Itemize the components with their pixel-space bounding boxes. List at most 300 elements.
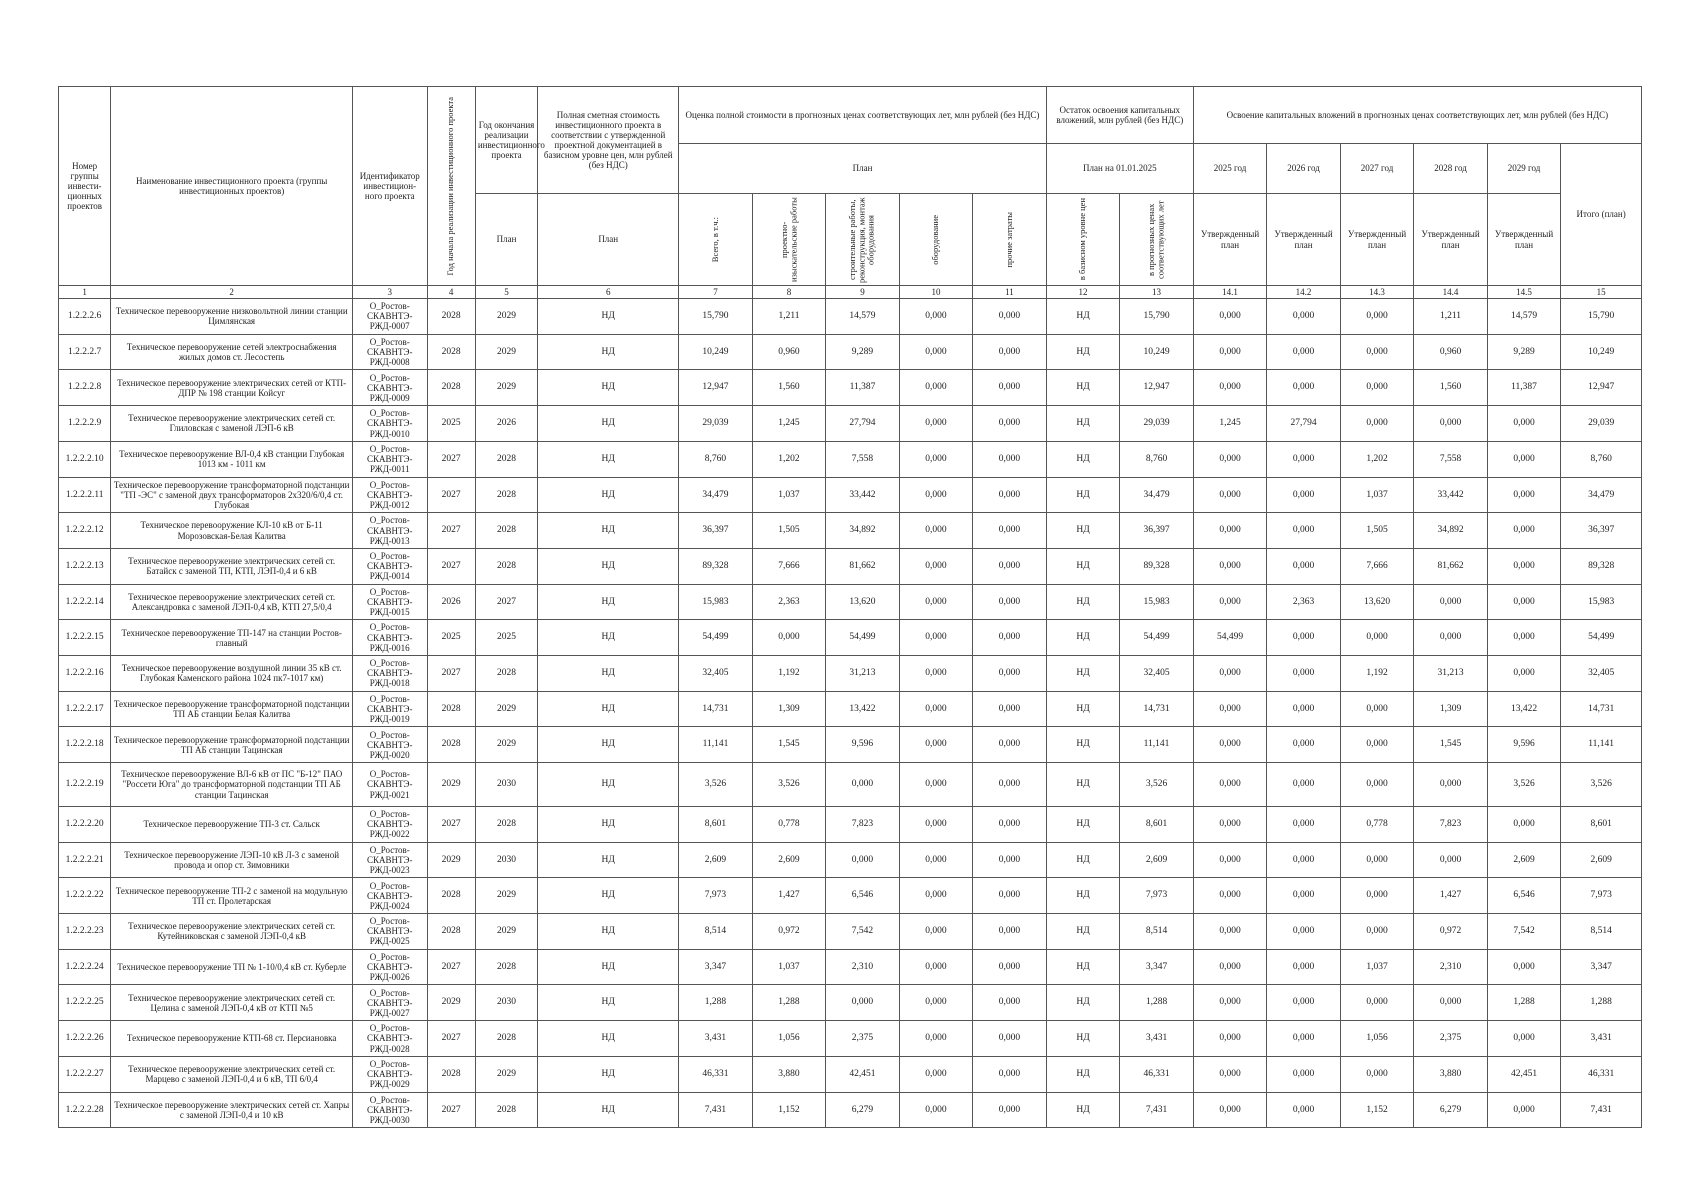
cell-dev-2029: 0,000 [1487,620,1561,656]
cell-full-cost: НД [538,620,679,656]
cell-forecast-total: 89,328 [679,548,753,584]
cell-total-plan: 34,479 [1561,477,1642,513]
cell-remaining-base: НД [1046,477,1120,513]
column-number: 4 [427,286,475,299]
cell-forecast-design: 7,666 [752,548,826,584]
cell-forecast-equipment: 0,000 [899,842,973,878]
cell-end-year: 2028 [475,1092,537,1128]
cell-dev-2028: 7,823 [1414,807,1488,843]
cell-group-number: 1.2.2.2.19 [59,763,111,807]
cell-full-cost: НД [538,548,679,584]
cell-remaining-base: НД [1046,1021,1120,1057]
cell-forecast-total: 29,039 [679,406,753,442]
cell-end-year: 2025 [475,620,537,656]
table-row [59,370,1642,406]
cell-forecast-construction: 33,442 [826,477,900,513]
cell-dev-2026: 0,000 [1267,299,1341,335]
cell-forecast-total: 8,760 [679,441,753,477]
cell-end-year: 2029 [475,334,537,370]
cell-total-plan: 32,405 [1561,655,1642,691]
cell-end-year: 2028 [475,1021,537,1057]
cell-forecast-equipment: 0,000 [899,985,973,1021]
cell-start-year: 2028 [427,727,475,763]
cell-dev-2025: 0,000 [1193,299,1267,335]
cell-project-name: Техническое перевооружение электрических сетей ст. Хапры с заменой ЛЭП-0,4 и 10 кВ [111,1092,353,1128]
cell-forecast-construction: 0,000 [826,842,900,878]
cell-group-number: 1.2.2.2.28 [59,1092,111,1128]
header-remaining-plan: План на 01.01.2025 [1046,144,1193,194]
cell-remaining-base: НД [1046,914,1120,950]
cell-project-id: O_Ростов-СКАВНТЭ-РЖД-0025 [353,914,428,950]
cell-remaining-forecast: 32,405 [1120,655,1194,691]
cell-dev-2029: 6,546 [1487,878,1561,914]
cell-forecast-design: 2,363 [752,584,826,620]
cell-start-year: 2029 [427,985,475,1021]
investment-projects-table [58,86,1642,1128]
cell-group-number: 1.2.2.2.8 [59,370,111,406]
cell-forecast-other: 0,000 [973,655,1047,691]
cell-forecast-equipment: 0,000 [899,548,973,584]
cell-project-name: Техническое перевооружение низковольтной линии станции Цимлянская [111,299,353,335]
header-end-year: Год окончания реализации инвестиционного проекта [475,87,537,194]
cell-end-year: 2030 [475,763,537,807]
cell-forecast-other: 0,000 [973,807,1047,843]
cell-remaining-forecast: 3,431 [1120,1021,1194,1057]
header-year-2025: 2025 год [1193,144,1267,194]
cell-dev-2025: 0,000 [1193,441,1267,477]
cell-dev-2029: 42,451 [1487,1056,1561,1092]
cell-end-year: 2030 [475,985,537,1021]
cell-total-plan: 8,514 [1561,914,1642,950]
cell-forecast-total: 36,397 [679,513,753,549]
cell-dev-2027: 0,000 [1340,985,1414,1021]
cell-remaining-forecast: 14,731 [1120,691,1194,727]
cell-dev-2025: 1,245 [1193,406,1267,442]
cell-total-plan: 12,947 [1561,370,1642,406]
cell-project-name: Техническое перевооружение ВЛ-6 кВ от ПС "Б-12" ПАО "Россети Юга" до трансформаторной подстанции ТП АБ станции Тацинская [111,763,353,807]
cell-dev-2026: 0,000 [1267,548,1341,584]
cell-project-name: Техническое перевооружение ТП № 1-10/0,4 кВ ст. Куберле [111,949,353,985]
cell-dev-2027: 1,152 [1340,1092,1414,1128]
cell-forecast-equipment: 0,000 [899,370,973,406]
cell-project-name: Техническое перевооружение электрических сетей ст. Марцево с заменой ЛЭП-0,4 и 6 кВ, ТП 6/0,4 [111,1056,353,1092]
cell-dev-2028: 0,000 [1414,763,1488,807]
cell-dev-2029: 9,289 [1487,334,1561,370]
cell-start-year: 2028 [427,691,475,727]
cell-project-id: O_Ростов-СКАВНТЭ-РЖД-0011 [353,441,428,477]
cell-group-number: 1.2.2.2.18 [59,727,111,763]
cell-forecast-equipment: 0,000 [899,1056,973,1092]
cell-forecast-construction: 0,000 [826,763,900,807]
table-row [59,513,1642,549]
cell-dev-2029: 13,422 [1487,691,1561,727]
cell-forecast-total: 46,331 [679,1056,753,1092]
header-year-2026: 2026 год [1267,144,1341,194]
cell-remaining-forecast: 89,328 [1120,548,1194,584]
header-approved-2028: Утвержденный план [1414,194,1488,286]
cell-project-id: O_Ростов-СКАВНТЭ-РЖД-0010 [353,406,428,442]
cell-remaining-base: НД [1046,584,1120,620]
header-forecast-other: прочие затраты [973,194,1047,286]
cell-dev-2025: 0,000 [1193,763,1267,807]
header-approved-2029: Утвержденный план [1487,194,1561,286]
cell-total-plan: 14,731 [1561,691,1642,727]
table-row [59,842,1642,878]
table-row [59,1092,1642,1128]
cell-forecast-total: 3,431 [679,1021,753,1057]
cell-remaining-forecast: 46,331 [1120,1056,1194,1092]
cell-project-name: Техническое перевооружение электрических сетей ст. Кутейниковская с заменой ЛЭП-0,4 кВ [111,914,353,950]
cell-forecast-design: 1,309 [752,691,826,727]
cell-dev-2025: 0,000 [1193,842,1267,878]
cell-project-id: O_Ростов-СКАВНТЭ-РЖД-0012 [353,477,428,513]
table-row [59,878,1642,914]
header-development: Освоение капитальных вложений в прогнозных ценах соответствующих лет, млн рублей (без НДС) [1193,87,1641,144]
cell-dev-2025: 0,000 [1193,691,1267,727]
cell-dev-2028: 1,427 [1414,878,1488,914]
cell-project-id: O_Ростов-СКАВНТЭ-РЖД-0013 [353,513,428,549]
table-row [59,763,1642,807]
cell-end-year: 2028 [475,807,537,843]
cell-dev-2025: 0,000 [1193,1021,1267,1057]
cell-forecast-design: 1,202 [752,441,826,477]
cell-dev-2029: 1,288 [1487,985,1561,1021]
cell-remaining-base: НД [1046,727,1120,763]
cell-end-year: 2029 [475,727,537,763]
header-end-year-plan: План [475,194,537,286]
cell-remaining-forecast: 54,499 [1120,620,1194,656]
cell-forecast-design: 1,056 [752,1021,826,1057]
cell-forecast-total: 7,431 [679,1092,753,1128]
cell-project-id: O_Ростов-СКАВНТЭ-РЖД-0008 [353,334,428,370]
cell-project-name: Техническое перевооружение электрических сетей ст. Батайск с заменой ТП, КТП, ЛЭП-0,4 и 6 кВ [111,548,353,584]
cell-end-year: 2028 [475,513,537,549]
cell-start-year: 2028 [427,878,475,914]
column-number: 7 [679,286,753,299]
cell-dev-2028: 7,558 [1414,441,1488,477]
cell-dev-2027: 1,037 [1340,477,1414,513]
cell-forecast-equipment: 0,000 [899,807,973,843]
cell-project-id: O_Ростов-СКАВНТЭ-РЖД-0027 [353,985,428,1021]
cell-dev-2028: 3,880 [1414,1056,1488,1092]
cell-dev-2029: 11,387 [1487,370,1561,406]
cell-group-number: 1.2.2.2.9 [59,406,111,442]
cell-end-year: 2030 [475,842,537,878]
cell-forecast-design: 1,211 [752,299,826,335]
table-row [59,655,1642,691]
header-approved-2025: Утвержденный план [1193,194,1267,286]
cell-dev-2028: 34,892 [1414,513,1488,549]
cell-forecast-equipment: 0,000 [899,763,973,807]
cell-start-year: 2025 [427,620,475,656]
cell-start-year: 2027 [427,949,475,985]
header-approved-2027: Утвержденный план [1340,194,1414,286]
cell-group-number: 1.2.2.2.23 [59,914,111,950]
cell-group-number: 1.2.2.2.13 [59,548,111,584]
cell-dev-2026: 0,000 [1267,691,1341,727]
cell-forecast-design: 3,880 [752,1056,826,1092]
cell-forecast-construction: 13,620 [826,584,900,620]
cell-forecast-other: 0,000 [973,441,1047,477]
cell-dev-2026: 0,000 [1267,807,1341,843]
cell-dev-2029: 0,000 [1487,655,1561,691]
cell-forecast-design: 0,000 [752,620,826,656]
cell-total-plan: 15,790 [1561,299,1642,335]
cell-dev-2026: 2,363 [1267,584,1341,620]
cell-dev-2029: 0,000 [1487,477,1561,513]
header-forecast-construction: строительные работы, реконструкция, монтаж оборудования [826,194,900,286]
cell-dev-2029: 0,000 [1487,1021,1561,1057]
cell-end-year: 2028 [475,477,537,513]
cell-start-year: 2027 [427,1092,475,1128]
table-row [59,985,1642,1021]
header-approved-2026: Утвержденный план [1267,194,1341,286]
column-number: 14.5 [1487,286,1561,299]
cell-dev-2027: 1,202 [1340,441,1414,477]
cell-total-plan: 54,499 [1561,620,1642,656]
table-row [59,620,1642,656]
cell-forecast-design: 1,245 [752,406,826,442]
cell-forecast-other: 0,000 [973,513,1047,549]
cell-forecast-other: 0,000 [973,727,1047,763]
cell-forecast-construction: 7,558 [826,441,900,477]
cell-group-number: 1.2.2.2.15 [59,620,111,656]
cell-remaining-forecast: 11,141 [1120,727,1194,763]
cell-forecast-design: 1,192 [752,655,826,691]
cell-forecast-total: 1,288 [679,985,753,1021]
cell-start-year: 2027 [427,513,475,549]
cell-forecast-total: 15,790 [679,299,753,335]
column-numbers-row [59,286,1642,299]
column-number: 13 [1120,286,1194,299]
cell-remaining-base: НД [1046,655,1120,691]
cell-full-cost: НД [538,949,679,985]
header-remaining-forecast: в прогнозных ценах соответствующих лет [1120,194,1194,286]
cell-dev-2027: 13,620 [1340,584,1414,620]
column-number: 11 [973,286,1047,299]
cell-remaining-base: НД [1046,949,1120,985]
cell-dev-2025: 0,000 [1193,1056,1267,1092]
cell-forecast-total: 34,479 [679,477,753,513]
cell-dev-2028: 0,000 [1414,584,1488,620]
cell-forecast-other: 0,000 [973,406,1047,442]
cell-dev-2029: 0,000 [1487,1092,1561,1128]
cell-dev-2026: 0,000 [1267,441,1341,477]
cell-total-plan: 7,431 [1561,1092,1642,1128]
cell-dev-2028: 81,662 [1414,548,1488,584]
cell-full-cost: НД [538,985,679,1021]
cell-project-id: O_Ростов-СКАВНТЭ-РЖД-0026 [353,949,428,985]
cell-total-plan: 46,331 [1561,1056,1642,1092]
cell-forecast-equipment: 0,000 [899,914,973,950]
cell-forecast-equipment: 0,000 [899,477,973,513]
cell-forecast-equipment: 0,000 [899,620,973,656]
cell-forecast-design: 0,972 [752,914,826,950]
cell-dev-2029: 2,609 [1487,842,1561,878]
cell-group-number: 1.2.2.2.21 [59,842,111,878]
cell-forecast-other: 0,000 [973,985,1047,1021]
cell-forecast-design: 1,037 [752,949,826,985]
cell-forecast-other: 0,000 [973,1021,1047,1057]
cell-dev-2028: 0,960 [1414,334,1488,370]
cell-forecast-other: 0,000 [973,1056,1047,1092]
cell-remaining-forecast: 3,347 [1120,949,1194,985]
cell-dev-2028: 31,213 [1414,655,1488,691]
table-body [59,299,1642,1128]
cell-dev-2027: 0,000 [1340,334,1414,370]
cell-end-year: 2028 [475,548,537,584]
cell-dev-2028: 0,000 [1414,842,1488,878]
cell-group-number: 1.2.2.2.17 [59,691,111,727]
cell-full-cost: НД [538,1021,679,1057]
cell-start-year: 2027 [427,655,475,691]
cell-dev-2029: 0,000 [1487,949,1561,985]
cell-project-name: Техническое перевооружение электрических сетей ст. Целина с заменой ЛЭП-0,4 кВ от КТП №5 [111,985,353,1021]
cell-dev-2027: 1,056 [1340,1021,1414,1057]
cell-forecast-other: 0,000 [973,548,1047,584]
cell-dev-2028: 0,000 [1414,985,1488,1021]
cell-remaining-base: НД [1046,842,1120,878]
table-row [59,584,1642,620]
cell-project-name: Техническое перевооружение трансформаторной подстанции "ТП -ЭС" с заменой двух трансформаторов 2х320/6/0,4 ст. Глубокая [111,477,353,513]
cell-forecast-equipment: 0,000 [899,584,973,620]
cell-dev-2029: 14,579 [1487,299,1561,335]
cell-remaining-forecast: 12,947 [1120,370,1194,406]
cell-dev-2027: 0,000 [1340,727,1414,763]
cell-forecast-construction: 34,892 [826,513,900,549]
cell-start-year: 2027 [427,548,475,584]
header-project-id: Идентификатор инвестицион-ного проекта [353,87,428,286]
cell-dev-2028: 1,545 [1414,727,1488,763]
cell-dev-2025: 0,000 [1193,370,1267,406]
cell-total-plan: 3,526 [1561,763,1642,807]
cell-start-year: 2027 [427,1021,475,1057]
cell-remaining-forecast: 3,526 [1120,763,1194,807]
cell-dev-2027: 0,000 [1340,914,1414,950]
cell-start-year: 2027 [427,441,475,477]
column-number: 10 [899,286,973,299]
cell-forecast-design: 1,152 [752,1092,826,1128]
cell-forecast-construction: 2,310 [826,949,900,985]
cell-start-year: 2027 [427,477,475,513]
header-forecast-equipment: оборудование [899,194,973,286]
header-start-year: Год начала реализации инвестиционного проекта [427,87,475,286]
cell-dev-2025: 0,000 [1193,548,1267,584]
cell-total-plan: 3,431 [1561,1021,1642,1057]
table-row [59,334,1642,370]
cell-project-id: O_Ростов-СКАВНТЭ-РЖД-0007 [353,299,428,335]
cell-remaining-forecast: 7,973 [1120,878,1194,914]
header-forecast-cost: Оценка полной стоимости в прогнозных ценах соответствующих лет, млн рублей (без НДС) [679,87,1047,144]
cell-total-plan: 8,601 [1561,807,1642,843]
cell-remaining-base: НД [1046,691,1120,727]
cell-dev-2027: 0,000 [1340,370,1414,406]
cell-dev-2025: 0,000 [1193,513,1267,549]
cell-project-name: Техническое перевооружение ТП-3 ст. Сальск [111,807,353,843]
cell-dev-2027: 1,505 [1340,513,1414,549]
cell-dev-2028: 2,310 [1414,949,1488,985]
cell-start-year: 2026 [427,584,475,620]
cell-remaining-forecast: 10,249 [1120,334,1194,370]
cell-forecast-other: 0,000 [973,334,1047,370]
cell-dev-2026: 0,000 [1267,620,1341,656]
cell-start-year: 2025 [427,406,475,442]
cell-total-plan: 36,397 [1561,513,1642,549]
header-year-2027: 2027 год [1340,144,1414,194]
cell-dev-2029: 3,526 [1487,763,1561,807]
cell-full-cost: НД [538,807,679,843]
cell-forecast-design: 1,505 [752,513,826,549]
cell-forecast-equipment: 0,000 [899,691,973,727]
cell-remaining-base: НД [1046,548,1120,584]
cell-forecast-other: 0,000 [973,949,1047,985]
header-year-2029: 2029 год [1487,144,1561,194]
cell-forecast-other: 0,000 [973,691,1047,727]
cell-dev-2026: 27,794 [1267,406,1341,442]
cell-dev-2025: 0,000 [1193,477,1267,513]
cell-project-id: O_Ростов-СКАВНТЭ-РЖД-0016 [353,620,428,656]
cell-dev-2026: 0,000 [1267,949,1341,985]
cell-dev-2028: 0,000 [1414,406,1488,442]
cell-project-id: O_Ростов-СКАВНТЭ-РЖД-0015 [353,584,428,620]
cell-start-year: 2028 [427,334,475,370]
cell-forecast-other: 0,000 [973,878,1047,914]
cell-remaining-forecast: 8,601 [1120,807,1194,843]
cell-project-name: Техническое перевооружение ТП-2 с заменой на модульную ТП ст. Пролетарская [111,878,353,914]
column-number: 1 [59,286,111,299]
cell-dev-2028: 2,375 [1414,1021,1488,1057]
cell-forecast-construction: 6,279 [826,1092,900,1128]
column-number: 15 [1561,286,1642,299]
cell-group-number: 1.2.2.2.20 [59,807,111,843]
cell-remaining-base: НД [1046,370,1120,406]
cell-remaining-base: НД [1046,620,1120,656]
cell-full-cost: НД [538,655,679,691]
table-row [59,914,1642,950]
cell-project-name: Техническое перевооружение воздушной линии 35 кВ ст. Глубокая Каменского района 1024 пк7-1017 км) [111,655,353,691]
header-year-2028: 2028 год [1414,144,1488,194]
cell-full-cost: НД [538,1056,679,1092]
cell-dev-2027: 0,000 [1340,878,1414,914]
cell-forecast-construction: 27,794 [826,406,900,442]
cell-dev-2026: 0,000 [1267,842,1341,878]
cell-dev-2027: 7,666 [1340,548,1414,584]
cell-start-year: 2029 [427,842,475,878]
cell-forecast-construction: 7,542 [826,914,900,950]
cell-forecast-total: 8,514 [679,914,753,950]
cell-forecast-design: 0,778 [752,807,826,843]
header-group-number: Номер группы инвести-ционных проектов [59,87,111,286]
cell-forecast-construction: 13,422 [826,691,900,727]
cell-dev-2027: 0,778 [1340,807,1414,843]
cell-dev-2025: 0,000 [1193,727,1267,763]
table-header [59,87,1642,299]
cell-full-cost: НД [538,477,679,513]
table-row [59,1056,1642,1092]
cell-group-number: 1.2.2.2.11 [59,477,111,513]
cell-total-plan: 10,249 [1561,334,1642,370]
cell-forecast-construction: 6,546 [826,878,900,914]
cell-forecast-construction: 81,662 [826,548,900,584]
cell-remaining-forecast: 8,514 [1120,914,1194,950]
cell-dev-2029: 0,000 [1487,548,1561,584]
cell-project-id: O_Ростов-СКАВНТЭ-РЖД-0023 [353,842,428,878]
cell-start-year: 2028 [427,914,475,950]
cell-remaining-forecast: 7,431 [1120,1092,1194,1128]
cell-forecast-construction: 9,596 [826,727,900,763]
cell-forecast-construction: 42,451 [826,1056,900,1092]
cell-dev-2027: 1,037 [1340,949,1414,985]
